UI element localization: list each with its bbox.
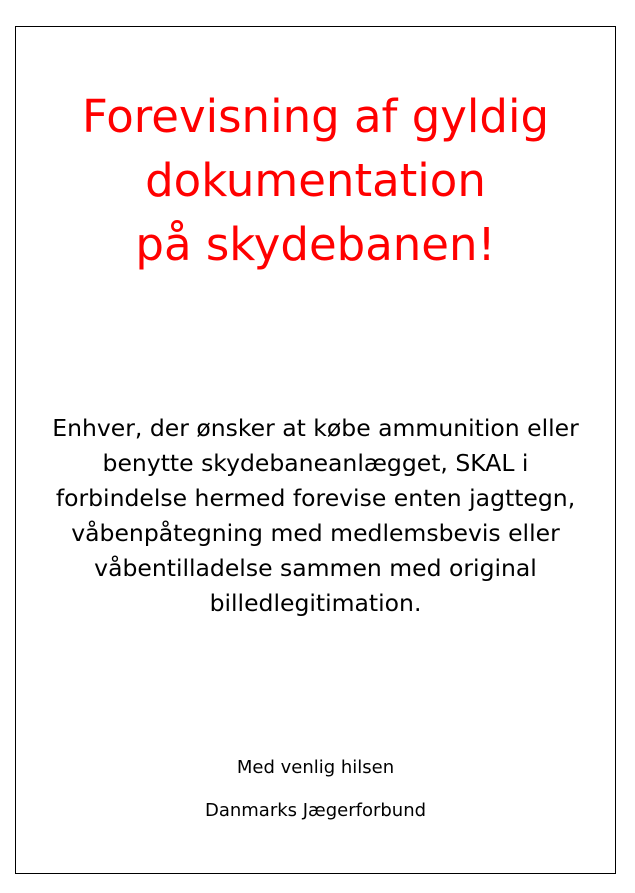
notice-body-line: Enhver, der ønsker at købe ammunition eller — [52, 414, 579, 442]
signature-organization: Danmarks Jægerforbund — [204, 800, 427, 821]
closing-greeting: Med venlig hilsen — [236, 757, 395, 778]
notice-title-line: dokumentation — [145, 154, 486, 207]
notice-title-line: Forevisning af gyldig — [81, 90, 550, 143]
notice-sheet — [15, 26, 616, 874]
notice-body-line: våbenpåtegning med medlemsbevis eller — [71, 519, 560, 547]
notice-title — [16, 85, 615, 277]
notice-body-line: benytte skydebaneanlægget, SKAL i — [102, 449, 529, 477]
notice-body-line: forbindelse hermed forevise enten jagttegn, — [55, 484, 576, 512]
notice-body — [16, 411, 615, 621]
notice-body-line: billedlegitimation. — [209, 589, 422, 617]
notice-body-line: våbentilladelse sammen med original — [94, 554, 537, 582]
notice-title-line: på skydebanen! — [135, 218, 496, 271]
